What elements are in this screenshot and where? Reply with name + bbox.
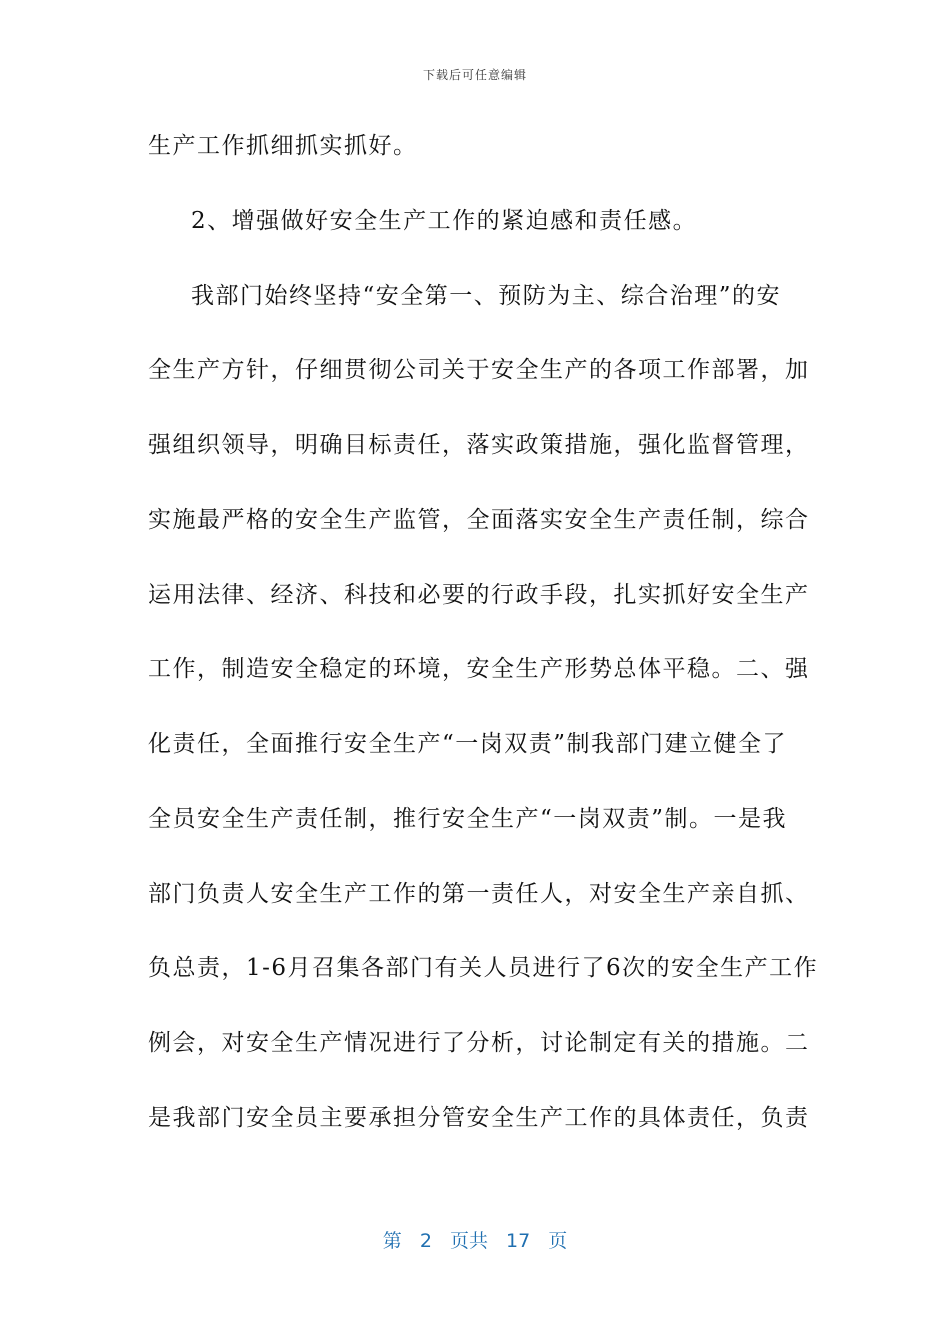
- text-line: 全生产方针，仔细贯彻公司关于安全生产的各项工作部署，加: [148, 357, 810, 383]
- text-line: 实施最严格的安全生产监管，全面落实安全生产责任制，综合: [148, 507, 810, 533]
- text-line: 生产工作抓细抓实抓好。: [148, 133, 418, 159]
- text-line: 运用法律、经济、科技和必要的行政手段，扎实抓好安全生产: [148, 582, 810, 608]
- page-header: 下载后可任意编辑: [422, 68, 527, 82]
- text-line: 例会，对安全生产情况进行了分析，讨论制定有关的措施。二: [148, 1030, 810, 1056]
- page-footer: [0, 1226, 950, 1253]
- text-line: 2、增强做好安全生产工作的紧迫感和责任感。: [191, 208, 698, 234]
- text-line: 负总责，1-6月召集各部门有关人员进行了6次的安全生产工作: [148, 955, 819, 981]
- text-line: 强组织领导，明确目标责任，落实政策措施，强化监督管理，: [148, 432, 810, 458]
- page-number: 第 2 页共 17 页: [382, 1230, 568, 1252]
- text-line: 我部门始终坚持“安全第一、预防为主、综合治理”的安: [191, 283, 782, 309]
- text-line: 是我部门安全员主要承担分管安全生产工作的具体责任，负责: [148, 1105, 810, 1131]
- text-line: 化责任，全面推行安全生产“一岗双责”制我部门建立健全了: [148, 731, 788, 757]
- text-line: 全员安全生产责任制，推行安全生产“一岗双责”制。一是我: [148, 806, 788, 832]
- text-line: 部门负责人安全生产工作的第一责任人，对安全生产亲自抓、: [148, 881, 810, 907]
- text-line: 工作，制造安全稳定的环境，安全生产形势总体平稳。二、强: [148, 656, 810, 682]
